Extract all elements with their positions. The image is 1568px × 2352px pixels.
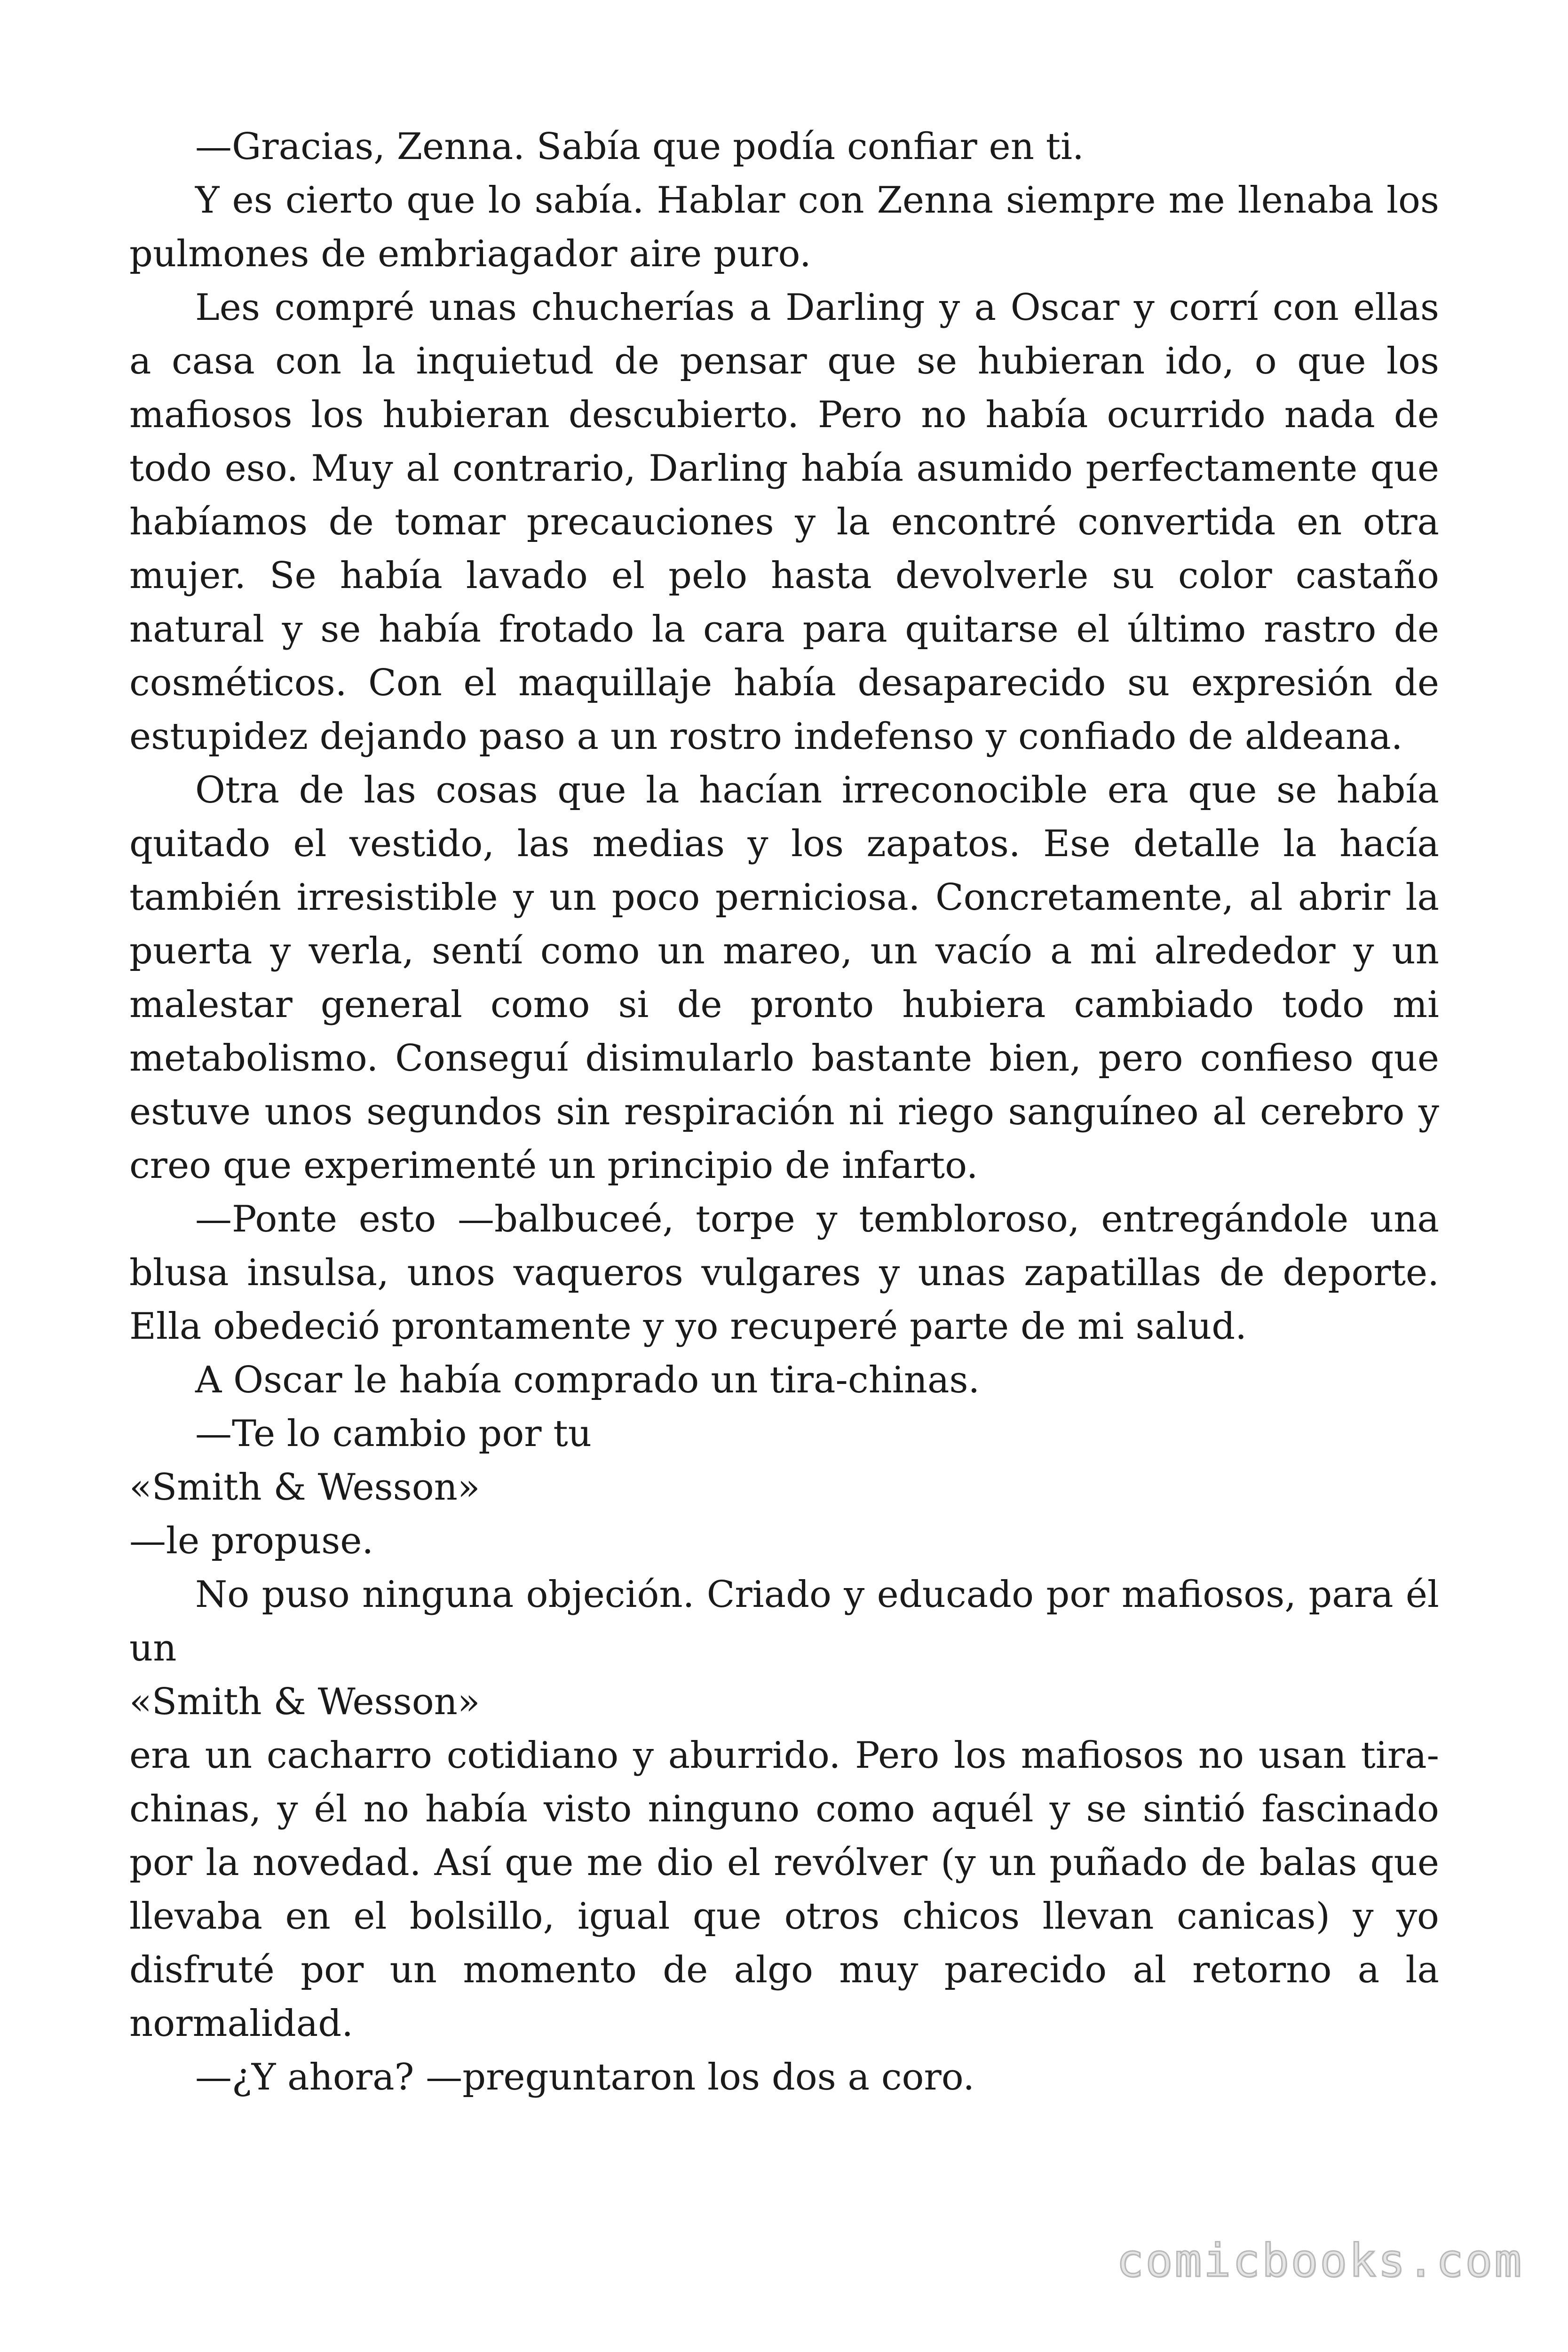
- paragraph-9: —¿Y ahora? —preguntaron los dos a coro.: [195, 2056, 975, 2098]
- paragraph-8: No puso ninguna objeción. Criado y educado por mafiosos, para él un: [129, 1573, 1439, 1669]
- brand-line-2: «Smith & Wesson»: [129, 1681, 480, 1723]
- watermark-text: comicbooks.com: [1116, 2234, 1523, 2287]
- brand-line-1: «Smith & Wesson»: [129, 1466, 480, 1509]
- paragraph-6: A Oscar le había comprado un tira-chinas.: [195, 1359, 980, 1401]
- page-body-text: [129, 120, 1439, 2104]
- paragraph-7: —Te lo cambio por tu: [195, 1413, 592, 1455]
- line-continuation-1: —le propuse.: [129, 1520, 374, 1562]
- paragraph-2: Y es cierto que lo sabía. Hablar con Zenna siempre me llenaba los pulmones de embriagador aire puro.: [129, 179, 1439, 275]
- paragraph-5: —Ponte esto —balbuceé, torpe y tembloroso, entregándole una blusa insulsa, unos vaqueros vulgares y unas zapatillas de deporte. Ella obedeció prontamente y yo recuperé parte de mi salud.: [129, 1198, 1439, 1348]
- line-continuation-2: era un cacharro cotidiano y aburrido. Pero los mafiosos no usan tira-chinas, y él no había visto ninguno como aquél y se sintió fascinado por la novedad. Así que me dio el revólver (y un puñado de balas que llevaba en el bolsillo, igual que otros chicos llevan canicas) y yo disfruté por un momento de algo muy parecido al retorno a la normalidad.: [129, 1734, 1439, 2045]
- paragraph-4: Otra de las cosas que la hacían irreconocible era que se había quitado el vestido, las medias y los zapatos. Ese detalle la hacía también irresistible y un poco perniciosa. Concretamente, al abrir la puerta y verla, sentí como un mareo, un vacío a mi alrededor y un malestar general como si de pronto hubiera cambiado todo mi metabolismo. Conseguí disimularlo bastante bien, pero confieso que estuve unos segundos sin respiración ni riego sanguíneo al cerebro y creo que experimenté un principio de infarto.: [129, 769, 1439, 1187]
- paragraph-3: Les compré unas chucherías a Darling y a Oscar y corrí con ellas a casa con la inquietud de pensar que se hubieran ido, o que los mafiosos los hubieran descubierto. Pero no había ocurrido nada de todo eso. Muy al contrario, Darling había asumido perfectamente que habíamos de tomar precauciones y la encontré convertida en otra mujer. Se había lavado el pelo hasta devolverle su color castaño natural y se había frotado la cara para quitarse el último rastro de cosméticos. Con el maquillaje había desaparecido su expresión de estupidez dejando paso a un rostro indefenso y confiado de aldeana.: [129, 286, 1439, 758]
- paragraph-1: —Gracias, Zenna. Sabía que podía confiar en ti.: [195, 126, 1084, 168]
